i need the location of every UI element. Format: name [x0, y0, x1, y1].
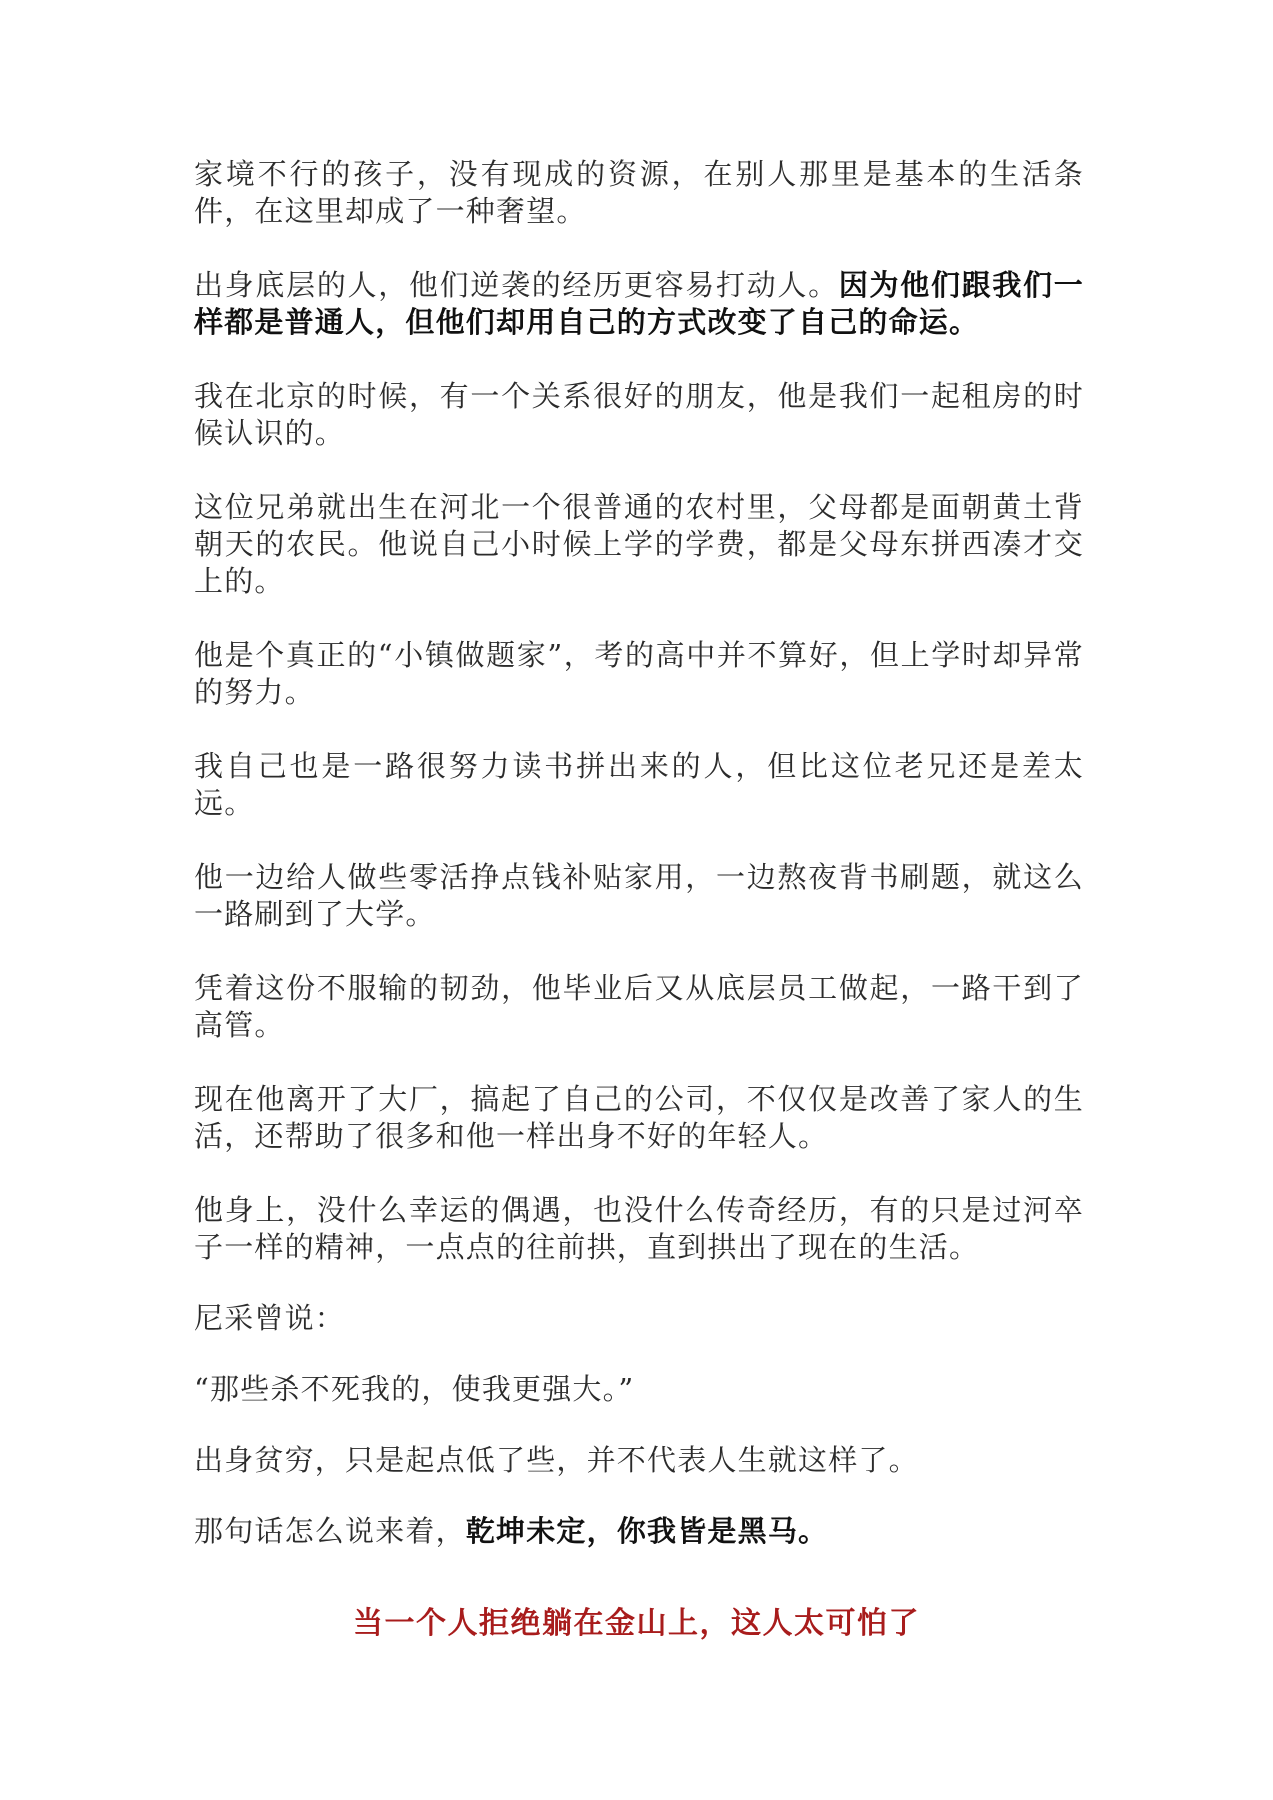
paragraph-8: 凭着这份不服输的韧劲，他毕业后又从底层员工做起，一路干到了高管。 — [194, 971, 1084, 1042]
paragraph-14: 那句话怎么说来着，乾坤未定，你我皆是黑马。 — [194, 1514, 829, 1548]
article-body — [194, 156, 1084, 1584]
paragraph-10: 他身上，没什么幸运的偶遇，也没什么传奇经历，有的只是过河卒子一样的精神，一点点的往前拱，直到拱出了现在的生活。 — [194, 1193, 1084, 1264]
quote: “那些杀不死我的，使我更强大。” — [194, 1372, 635, 1406]
paragraph-2: 出身底层的人，他们逆袭的经历更容易打动人。因为他们跟我们一样都是普通人，但他们却用自己的方式改变了自己的命运。 — [194, 268, 1084, 339]
paragraph-11: 尼采曾说： — [194, 1301, 346, 1335]
paragraph-5: 他是个真正的“小镇做题家”，考的高中并不算好，但上学时却异常的努力。 — [194, 638, 1084, 709]
bold-emphasis: 乾坤未定，你我皆是黑马。 — [465, 1514, 829, 1548]
bold-emphasis: 因为他们跟我们一样都是普通人，但他们却用自己的方式改变了自己的命运。 — [194, 268, 1084, 339]
paragraph-7: 他一边给人做些零活挣点钱补贴家用，一边熬夜背书刷题，就这么一路刷到了大学。 — [194, 860, 1084, 931]
paragraph-4: 这位兄弟就出生在河北一个很普通的农村里，父母都是面朝黄土背朝天的农民。他说自己小时候上学的学费，都是父母东拼西凑才交上的。 — [194, 490, 1084, 598]
paragraph-13: 出身贫穷，只是起点低了些，并不代表人生就这样了。 — [194, 1443, 919, 1477]
paragraph-6: 我自己也是一路很努力读书拼出来的人，但比这位老兄还是差太远。 — [194, 749, 1084, 820]
paragraph-1: 家境不行的孩子，没有现成的资源，在别人那里是基本的生活条件，在这里却成了一种奢望。 — [194, 157, 1084, 228]
paragraph-9: 现在他离开了大厂，搞起了自己的公司，不仅仅是改善了家人的生活，还帮助了很多和他一样出身不好的年轻人。 — [194, 1082, 1084, 1153]
paragraph-3: 我在北京的时候，有一个关系很好的朋友，他是我们一起租房的时候认识的。 — [194, 379, 1084, 450]
footer-article-title[interactable]: 当一个人拒绝躺在金山上，这人太可怕了 — [353, 1606, 920, 1641]
